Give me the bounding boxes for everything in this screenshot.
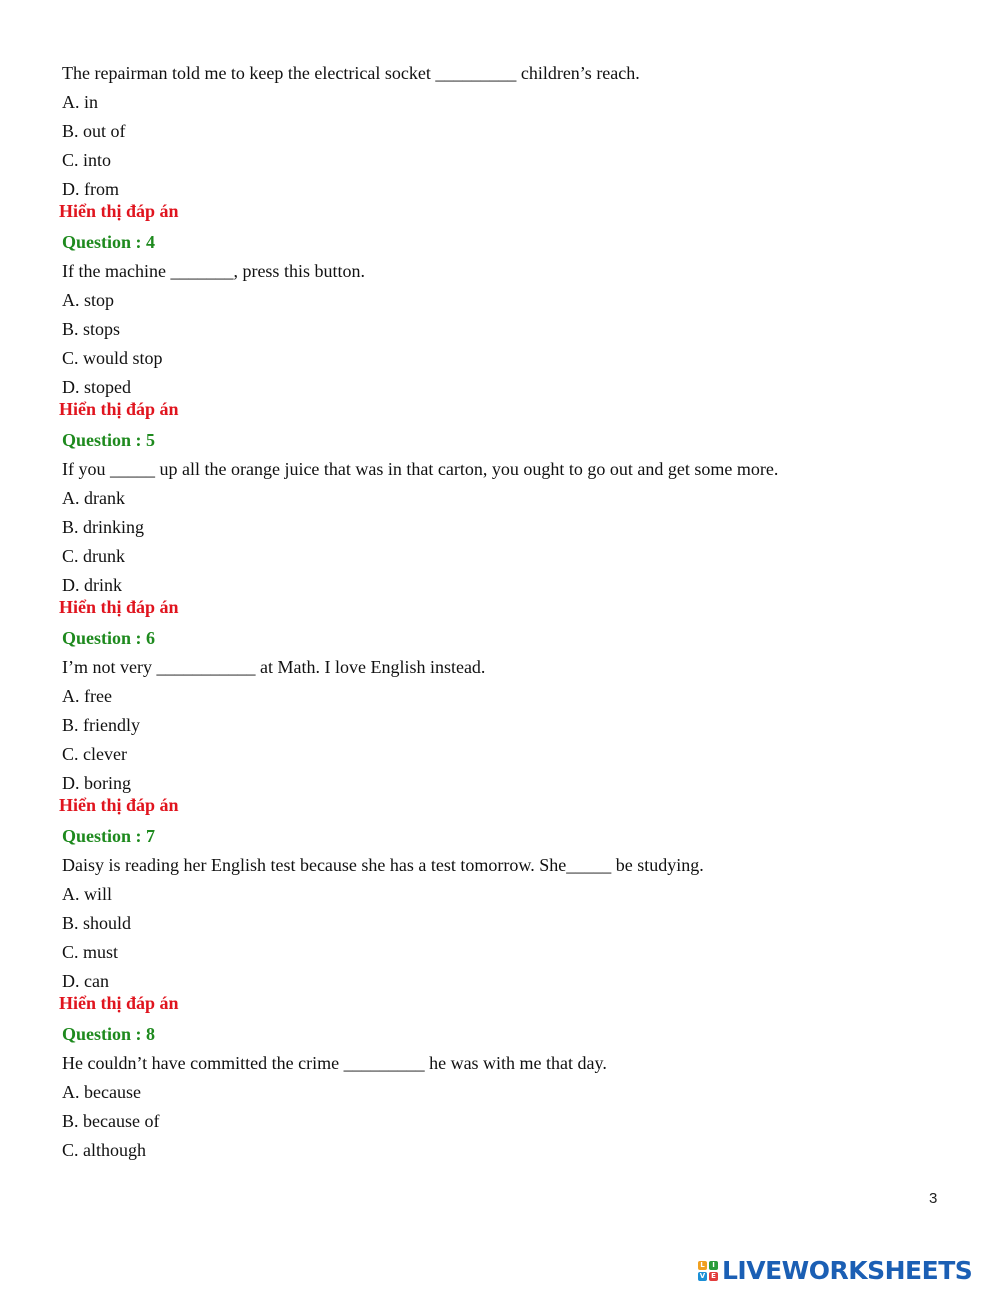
logo-mark-cell: I xyxy=(709,1261,718,1270)
logo-mark-cell: E xyxy=(709,1272,718,1281)
option-b: B. because of xyxy=(62,1111,160,1131)
option-b: B. out of xyxy=(62,121,126,141)
option-c: C. into xyxy=(62,150,112,170)
option-d: D. from xyxy=(62,179,119,199)
question-block-5 xyxy=(59,429,962,618)
logo-mark-icon xyxy=(698,1261,718,1281)
option-d: D. boring xyxy=(62,773,131,793)
option-c: C. must xyxy=(62,942,119,962)
question-heading: Question : 8 xyxy=(62,1024,156,1044)
show-answer-link[interactable]: Hiển thị đáp án xyxy=(59,993,179,1013)
option-b: B. stops xyxy=(62,319,121,339)
option-c: C. clever xyxy=(62,744,127,764)
option-b: B. should xyxy=(62,913,132,933)
question-block-6 xyxy=(59,627,962,816)
question-text: The repairman told me to keep the electrical socket _________ children’s reach. xyxy=(62,63,640,83)
show-answer-link[interactable]: Hiển thị đáp án xyxy=(59,399,179,419)
option-d: D. can xyxy=(62,971,109,991)
logo-mark-cell: V xyxy=(699,1272,706,1280)
option-a: A. free xyxy=(62,686,112,706)
question-text: If you _____ up all the orange juice that was in that carton, you ought to go out and get some more. xyxy=(62,459,779,479)
option-a: A. in xyxy=(62,92,98,112)
option-d: D. drink xyxy=(62,575,122,595)
option-b: B. drinking xyxy=(62,517,145,537)
question-heading: Question : 6 xyxy=(62,628,156,648)
question-text: If the machine _______, press this button. xyxy=(62,261,365,281)
question-text: Daisy is reading her English test because she has a test tomorrow. She_____ be studying. xyxy=(62,855,704,875)
question-text: He couldn’t have committed the crime _________ he was with me that day. xyxy=(62,1053,607,1073)
show-answer-link[interactable]: Hiển thị đáp án xyxy=(59,597,179,617)
option-a: A. drank xyxy=(62,488,125,508)
show-answer-link[interactable]: Hiển thị đáp án xyxy=(59,795,179,815)
question-heading: Question : 5 xyxy=(62,430,156,450)
question-block-4 xyxy=(59,231,962,420)
option-c: C. drunk xyxy=(62,546,125,566)
question-heading: Question : 4 xyxy=(62,232,156,252)
page-number: 3 xyxy=(929,1190,938,1207)
question-block-7 xyxy=(59,825,962,1014)
question-text: I’m not very ___________ at Math. I love English instead. xyxy=(62,657,486,677)
liveworksheets-logo[interactable] xyxy=(698,1256,972,1286)
question-block-8 xyxy=(62,1023,962,1161)
logo-text: LIVEWORKSHEETS xyxy=(722,1256,973,1285)
option-a: A. stop xyxy=(62,290,115,310)
option-c: C. although xyxy=(62,1140,146,1160)
question-block-3 xyxy=(59,62,962,222)
question-heading: Question : 7 xyxy=(62,826,156,846)
option-a: A. will xyxy=(62,884,113,904)
worksheet-content xyxy=(59,62,962,1161)
show-answer-link[interactable]: Hiển thị đáp án xyxy=(59,201,179,221)
option-b: B. friendly xyxy=(62,715,140,735)
option-d: D. stoped xyxy=(62,377,131,397)
option-c: C. would stop xyxy=(62,348,163,368)
option-a: A. because xyxy=(62,1082,141,1102)
logo-mark-cell: L xyxy=(698,1261,707,1270)
